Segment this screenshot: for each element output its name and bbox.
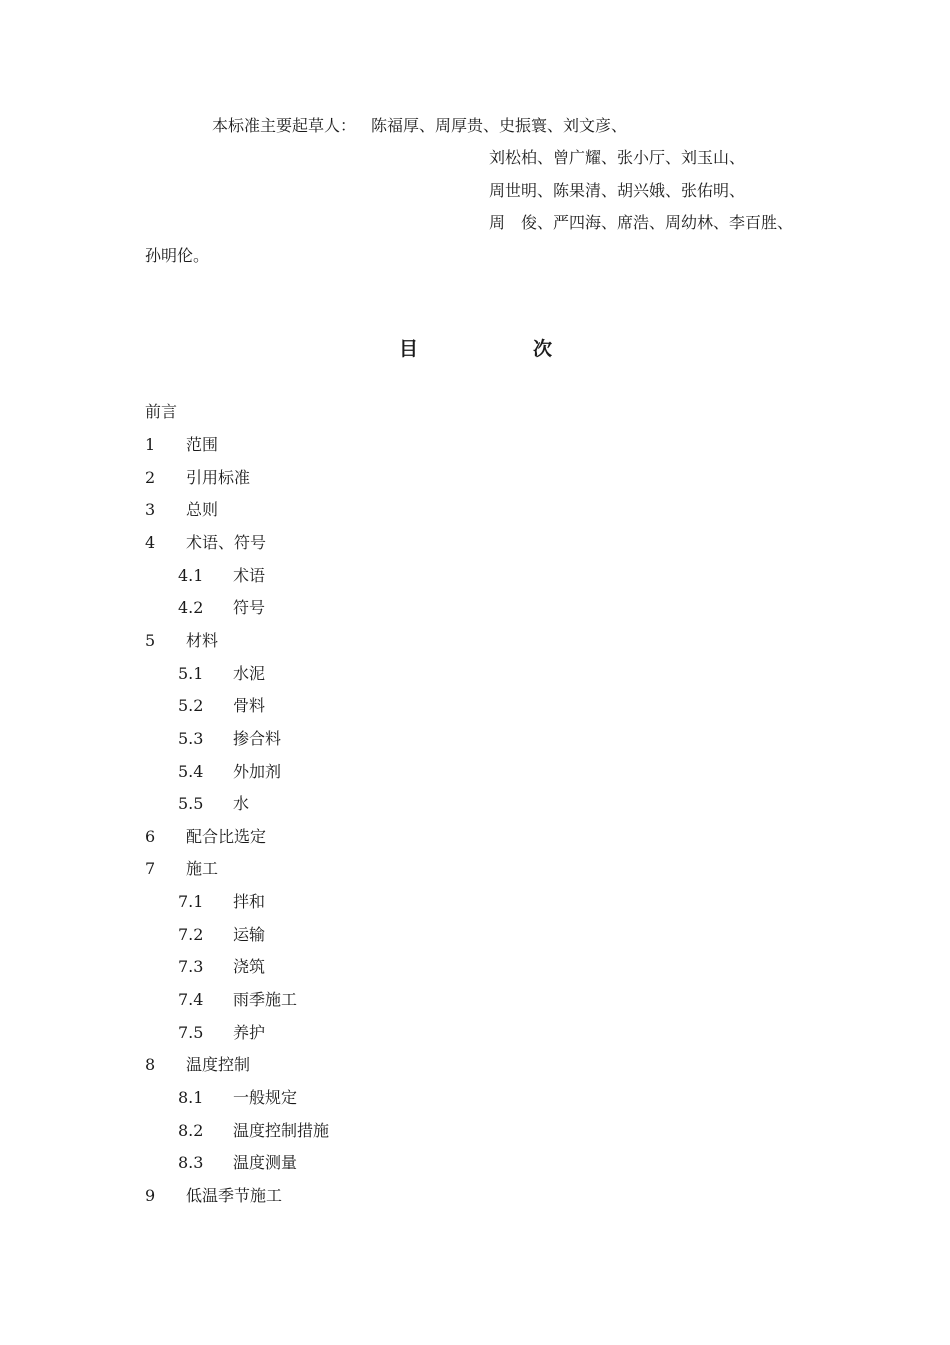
- toc-entry-number: 7.3: [178, 957, 204, 976]
- toc-entry-number: 4.1: [178, 566, 204, 585]
- toc-entry-label: 材料: [186, 631, 219, 650]
- toc-entry-number: 5: [145, 631, 156, 650]
- toc-entry-number: 3: [145, 500, 156, 519]
- drafters-line-4: 周 俊、严四海、席浩、周幼林、李百胜、: [489, 213, 794, 232]
- toc-entry-number: 8.3: [178, 1153, 204, 1172]
- toc-entry-number: 5.1: [178, 664, 204, 683]
- toc-entry-label: 符号: [233, 598, 266, 617]
- toc-entry-number: 5.4: [178, 762, 204, 781]
- toc-title-char-2: 次: [533, 338, 553, 360]
- toc-entry-number: 7.4: [178, 990, 204, 1009]
- toc-entry-label: 水: [233, 794, 250, 813]
- toc-entry-number: 4: [145, 533, 156, 552]
- toc-entry-label: 养护: [233, 1023, 266, 1042]
- toc-entry-label: 拌和: [233, 892, 266, 911]
- toc-entry-label: 骨料: [233, 696, 266, 715]
- toc-title-char-1: 目: [399, 338, 419, 360]
- toc-entry-number: 9: [145, 1186, 156, 1205]
- toc-entry-number: 7.2: [178, 925, 204, 944]
- toc-entry-label: 低温季节施工: [186, 1186, 283, 1205]
- toc-entry-number: 4.2: [178, 598, 204, 617]
- toc-entry-label: 浇筑: [233, 957, 266, 976]
- toc-entry-number: 7.5: [178, 1023, 204, 1042]
- toc-entry-number: 7: [145, 859, 156, 878]
- toc-entry-label: 雨季施工: [233, 990, 298, 1009]
- toc-entry-label: 运输: [233, 925, 266, 944]
- toc-entry-number: 8: [145, 1055, 156, 1074]
- toc-entry-label: 术语: [233, 566, 266, 585]
- drafters-line-5: 孙明伦。: [145, 246, 210, 265]
- toc-entry-number: 6: [145, 827, 156, 846]
- toc-entry-label: 配合比选定: [186, 827, 267, 846]
- toc-entry-number: 1: [145, 435, 156, 454]
- toc-entry-label: 一般规定: [233, 1088, 298, 1107]
- toc-entry-label: 水泥: [233, 664, 266, 683]
- toc-entry-label: 引用标准: [186, 468, 251, 487]
- toc-preface: 前言: [145, 402, 178, 421]
- toc-entry-number: 5.5: [178, 794, 204, 813]
- toc-entry-label: 掺合料: [233, 729, 282, 748]
- toc-entry-number: 5.2: [178, 696, 204, 715]
- toc-entry-label: 施工: [186, 859, 219, 878]
- toc-entry-label: 温度控制: [186, 1055, 251, 1074]
- toc-entry-number: 5.3: [178, 729, 204, 748]
- toc-entry-number: 7.1: [178, 892, 204, 911]
- toc-entry-label: 术语、符号: [186, 533, 267, 552]
- drafters-line-3: 周世明、陈果清、胡兴娥、张佑明、: [489, 181, 746, 200]
- toc-entry-label: 温度控制措施: [233, 1121, 330, 1140]
- toc-entry-number: 8.1: [178, 1088, 204, 1107]
- toc-entry-label: 温度测量: [233, 1153, 298, 1172]
- drafters-line-1: 陈福厚、周厚贵、史振寰、刘文彦、: [371, 116, 628, 135]
- toc-entry-number: 2: [145, 468, 156, 487]
- toc-entry-label: 范围: [186, 435, 219, 454]
- toc-entry-number: 8.2: [178, 1121, 204, 1140]
- toc-entry-label: 外加剂: [233, 762, 282, 781]
- drafters-label: 本标准主要起草人：: [212, 116, 357, 135]
- toc-entry-label: 总则: [186, 500, 219, 519]
- drafters-line-2: 刘松柏、曾广耀、张小厅、刘玉山、: [489, 148, 746, 167]
